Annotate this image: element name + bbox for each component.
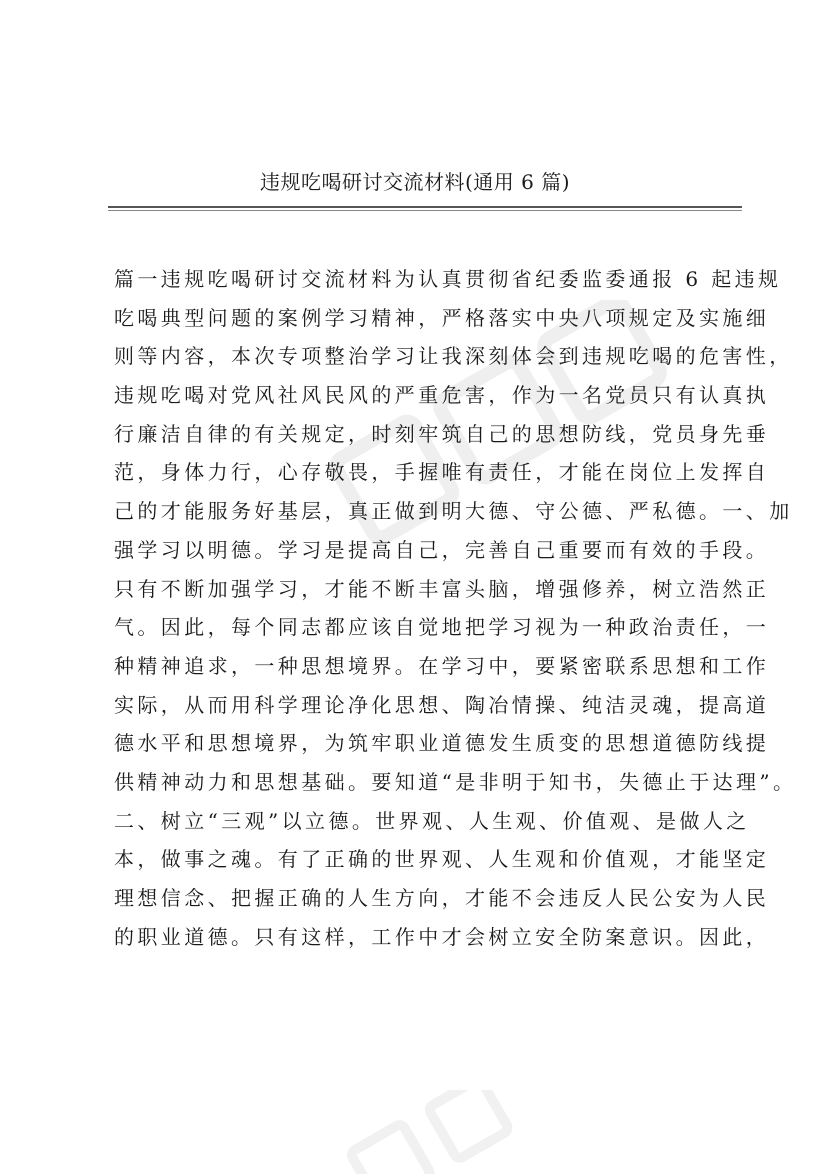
- body-line: 吃喝典型问题的案例学习精神，严格落实中央八项规定及实施细: [114, 305, 770, 330]
- body-line: 违规吃喝对党风社风民风的严重危害，作为一名党员只有认真执: [114, 383, 770, 408]
- body-line: 的职业道德。只有这样，工作中才会树立安全防案意识。因此，: [114, 924, 770, 949]
- body-line: 理想信念、把握正确的人生方向，才能不会违反人民公安为人民: [114, 886, 770, 910]
- body-line: 本，做事之魂。有了正确的世界观、人生观和价值观，才能坚定: [114, 847, 770, 872]
- body-line: 实际，从而用科学理论净化思想、陶冶情操、纯洁灵魂，提高道: [114, 692, 770, 717]
- body-line: 强学习以明德。学习是提高自己，完善自己重要而有效的手段。: [114, 537, 770, 562]
- watermark-graphic-bottom: [330, 1090, 530, 1174]
- body-line: 范，身体力行，心存敬畏，手握唯有责任，才能在岗位上发挥自: [114, 460, 770, 485]
- body-line: 己的才能服务好基层，真正做到明大德、守公德、严私德。一、加: [114, 499, 793, 524]
- body-line: 种精神追求，一种思想境界。在学习中，要紧密联系思想和工作: [114, 653, 770, 678]
- body-line: 篇一违规吃喝研讨交流材料为认真贯彻省纪委监委通报 6 起违规: [114, 267, 782, 291]
- body-line: 德水平和思想境界，为筑牢职业道德发生质变的思想道德防线提: [114, 731, 770, 756]
- body-line: 气。因此，每个同志都应该自觉地把学习视为一种政治责任，一: [114, 615, 770, 640]
- body-line: 行廉洁自律的有关规定，时刻牢筑自己的思想防线，党员身先垂: [114, 421, 770, 446]
- title-underline-thin: [108, 210, 742, 211]
- body-line: 只有不断加强学习，才能不断丰富头脑，增强修养，树立浩然正: [114, 576, 770, 601]
- document-body: [114, 260, 797, 956]
- body-line: 二、树立“三观”以立德。世界观、人生观、价值观、是做人之: [114, 808, 750, 833]
- body-line: 供精神动力和思想基础。要知道“是非明于知书，失德止于达理”。: [114, 769, 797, 794]
- document-title: 违规吃喝研讨交流材料(通用 6 篇): [259, 170, 571, 194]
- body-line: 则等内容，本次专项整治学习让我深刻体会到违规吃喝的危害性，: [114, 344, 793, 369]
- title-underline: [108, 206, 742, 208]
